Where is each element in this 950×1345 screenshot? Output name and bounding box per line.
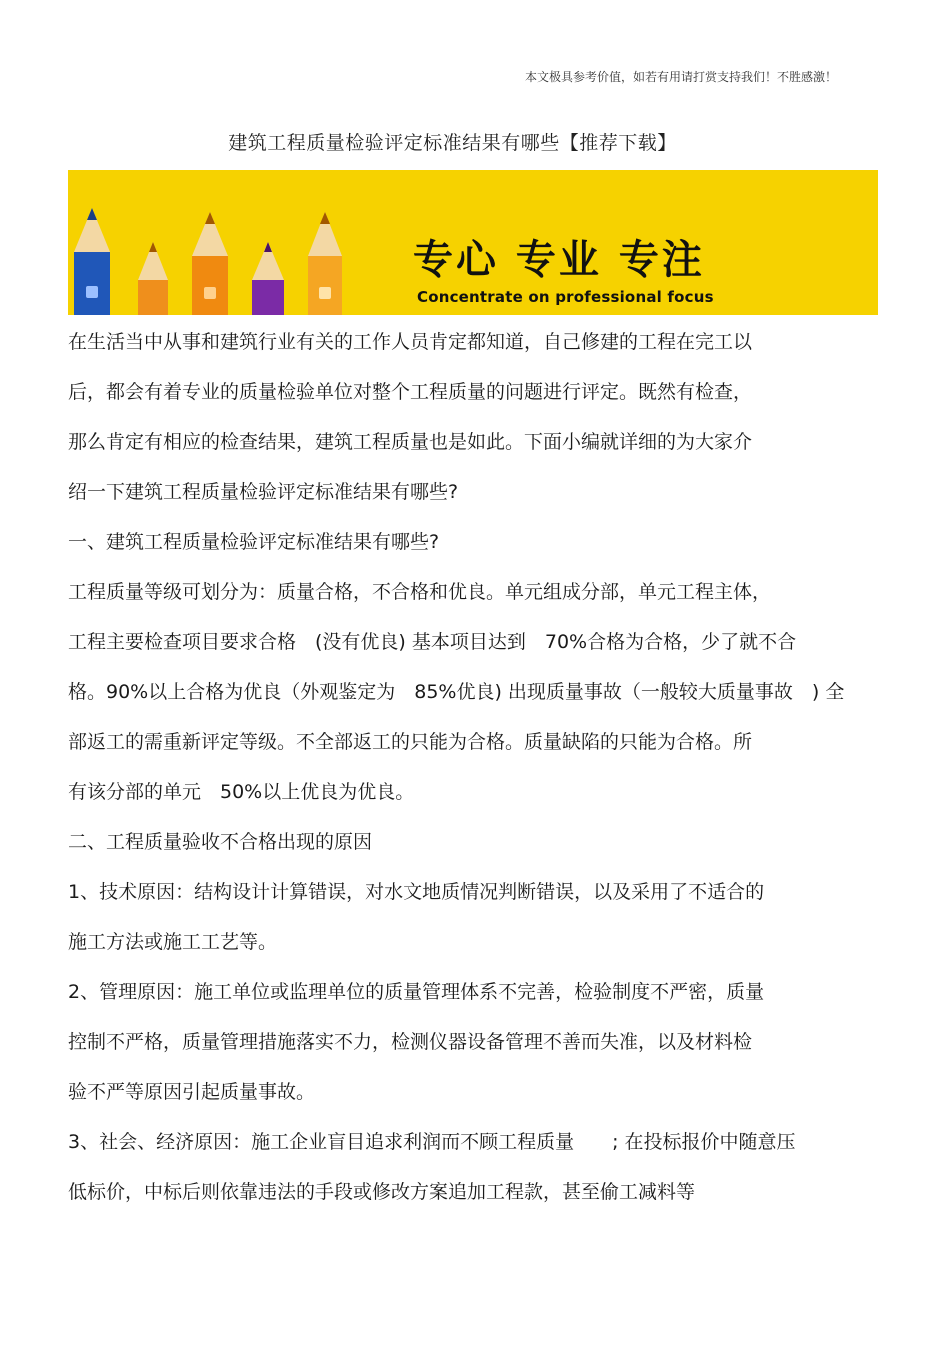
text-line: 施工方法或施工工艺等。 bbox=[68, 931, 278, 953]
text-line: 控制不严格，质量管理措施落实不力，检测仪器设备管理不善而失准，以及材料检 bbox=[68, 1031, 753, 1053]
purple-pencil-icon bbox=[252, 242, 284, 315]
yellow-pencil-icon bbox=[308, 212, 342, 315]
text-line: 后，都会有着专业的质量检验单位对整个工程质量的问题进行评定。既然有检查， bbox=[68, 381, 753, 403]
text-line: 验不严等原因引起质量事故。 bbox=[68, 1081, 316, 1103]
document-title: 建筑工程质量检验评定标准结果有哪些【推荐下载】 bbox=[228, 132, 677, 154]
text-line: 2、管理原因：施工单位或监理单位的质量管理体系不完善，检验制度不严密，质量 bbox=[68, 981, 765, 1003]
text-line: 绍一下建筑工程质量检验评定标准结果有哪些? bbox=[68, 481, 459, 503]
orange-pencil-tall-icon bbox=[192, 212, 228, 315]
text-line: 那么肯定有相应的检查结果，建筑工程质量也是如此。下面小编就详细的为大家介 bbox=[68, 431, 753, 453]
text-line: 3、社会、经济原因：施工企业盲目追求利润而不顾工程质量 ; 在投标报价中随意压 bbox=[68, 1131, 796, 1153]
section-heading: 二、工程质量验收不合格出现的原因 bbox=[68, 831, 373, 853]
text-line: 格。90%以上合格为优良（外观鉴定为 85%优良) 出现质量事故（一般较大质量事故 ) 全 bbox=[68, 681, 845, 703]
text-line: 工程主要检查项目要求合格 (没有优良) 基本项目达到 70%合格为合格，少了就不合 bbox=[68, 631, 797, 653]
header-note: 本文极具参考价值，如若有用请打赏支持我们！不胜感激！ bbox=[524, 70, 837, 84]
banner-slogan: 专心 专业 专注 bbox=[413, 237, 705, 283]
orange-pencil-icon bbox=[138, 242, 168, 315]
text-line: 工程质量等级可划分为：质量合格，不合格和优良。单元组成分部，单元工程主体， bbox=[68, 581, 772, 603]
banner-slogan-english: Concentrate on professional focus bbox=[417, 288, 714, 306]
text-line: 有该分部的单元 50%以上优良为优良。 bbox=[68, 781, 415, 803]
text-line: 部返工的需重新评定等级。不全部返工的只能为合格。质量缺陷的只能为合格。所 bbox=[68, 731, 753, 753]
body-text bbox=[68, 322, 888, 1222]
banner bbox=[68, 170, 878, 315]
text-line: 1、技术原因：结构设计计算错误，对水文地质情况判断错误，以及采用了不适合的 bbox=[68, 881, 765, 903]
text-line: 在生活当中从事和建筑行业有关的工作人员肯定都知道，自己修建的工程在完工以 bbox=[68, 331, 753, 353]
text-line: 低标价，中标后则依靠违法的手段或修改方案追加工程款，甚至偷工减料等 bbox=[68, 1181, 696, 1203]
pencils-illustration bbox=[68, 170, 398, 315]
blue-pencil-icon bbox=[74, 208, 110, 315]
section-heading: 一、建筑工程质量检验评定标准结果有哪些? bbox=[68, 531, 440, 553]
